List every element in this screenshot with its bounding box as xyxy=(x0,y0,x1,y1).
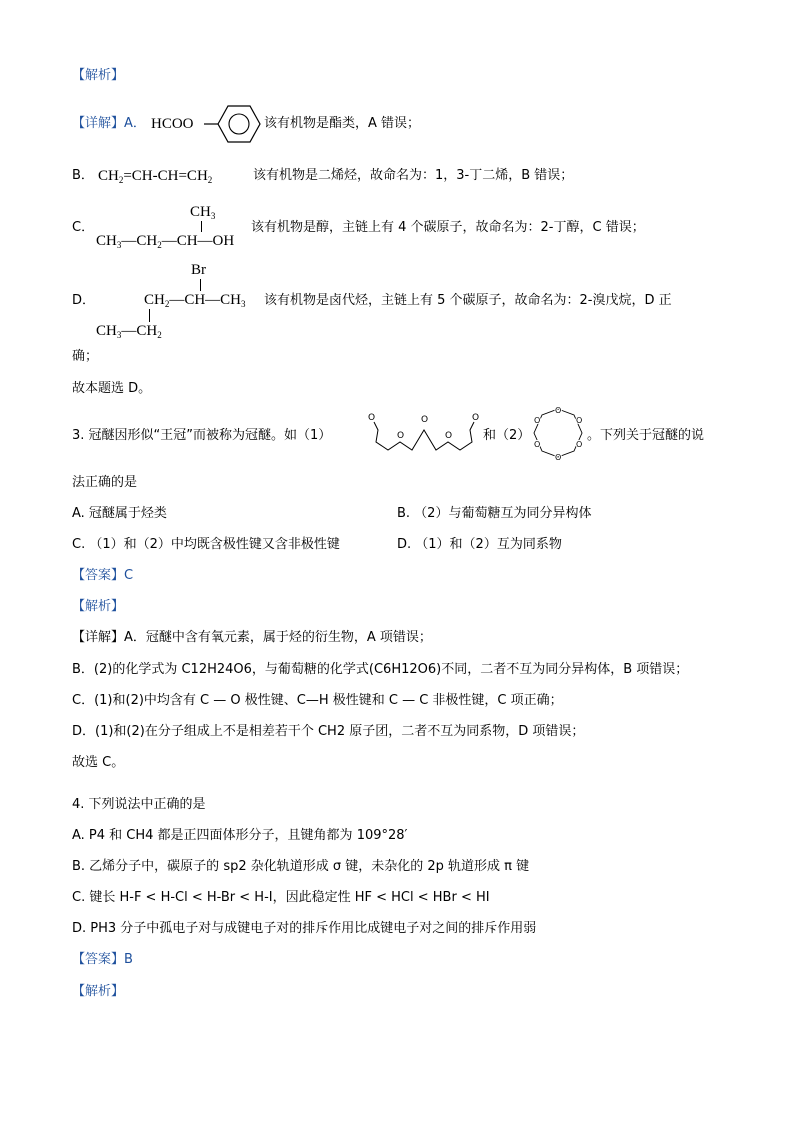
svg-text:O: O xyxy=(445,431,453,441)
option-d-text: 该有机物是卤代烃，主链上有 5 个碳原子，故命名为：2-溴戊烷，D 正 xyxy=(264,293,672,308)
detail-a-text: 该有机物是酯类，A 错误； xyxy=(264,116,421,131)
q3-detail-d: D．(1)和(2)在分子组成上不是相差若干个 CH2 原子团，二者不互为同系物，D 项错误； xyxy=(72,724,585,739)
q4-option-c: C. 键长 H-F < H-Cl < H-Br < H-I，因此稳定性 HF < HCl < HBr < HI xyxy=(72,890,490,905)
bromopentane-bottom-chain: $CH_3—CH_2$ xyxy=(96,323,162,340)
ring-oxygen-label: O xyxy=(368,413,376,423)
svg-text:O: O xyxy=(555,406,562,415)
svg-text:O: O xyxy=(576,416,583,425)
butanol-methyl: $CH_3$ xyxy=(190,204,216,221)
q3-detail-a: 【详解】A．冠醚中含有氧元素，属于烃的衍生物，A 项错误； xyxy=(72,630,432,645)
svg-text:O: O xyxy=(472,413,480,423)
option-d-text-cont: 确； xyxy=(72,349,99,364)
q3-conclusion: 故选 C。 xyxy=(72,755,125,770)
hcoo-formula: HCOO xyxy=(151,116,194,132)
q3-stem-part2: 。下列关于冠醚的说 xyxy=(587,428,705,443)
q4-analysis-heading: 【解析】 xyxy=(72,984,125,999)
q3-detail-b: B．(2)的化学式为 C12H24O6，与葡萄糖的化学式(C6H12O6)不同，二者不互为同分异构体，B 项错误； xyxy=(72,662,689,677)
svg-text:O: O xyxy=(534,440,541,449)
q4-stem: 4. 下列说法中正确的是 xyxy=(72,797,206,812)
bromopentane-branch-bond xyxy=(149,309,150,322)
option-c-text: 该有机物是醇，主链上有 4 个碳原子，故命名为：2-丁醇，C 错误； xyxy=(251,220,645,235)
bromopentane-br-bond xyxy=(200,279,201,291)
q3-option-a: A. 冠醚属于烃类 xyxy=(72,506,167,521)
analysis-heading: 【解析】 xyxy=(72,68,125,83)
q4-answer: 【答案】B xyxy=(72,952,133,967)
q3-detail-c: C．(1)和(2)中均含有 C — O 极性键、C—H 极性键和 C — C 非极性键，C 项正确； xyxy=(72,693,563,708)
crown-ether-1-structure xyxy=(364,408,484,458)
q3-option-c: C. （1）和（2）中均既含极性键又含非极性键 xyxy=(72,537,340,552)
butanol-main-chain: $CH_3—CH_2—CH—OH$ xyxy=(96,233,235,250)
q4-option-a: A. P4 和 CH4 都是正四面体形分子，且键角都为 109°28′ xyxy=(72,828,408,843)
q3-answer: 【答案】C xyxy=(72,568,134,583)
conclusion-q2: 故本题选 D。 xyxy=(72,381,152,396)
svg-text:O: O xyxy=(555,453,562,462)
q3-option-d: D. （1）和（2）互为同系物 xyxy=(397,537,562,552)
q3-analysis-heading: 【解析】 xyxy=(72,599,125,614)
q3-stem-and: 和（2） xyxy=(483,428,531,443)
option-b-text: 该有机物是二烯烃，故命名为：1，3-丁二烯，B 错误； xyxy=(253,168,574,183)
q3-option-b: B. （2）与葡萄糖互为同分异构体 xyxy=(397,506,592,521)
detail-a-line xyxy=(72,114,146,134)
benzene-ring-structure xyxy=(204,98,264,150)
svg-text:O: O xyxy=(534,416,541,425)
detail-a-label: 【详解】A． xyxy=(72,116,146,131)
option-c-prefix: C． xyxy=(72,220,95,235)
butanol-bond xyxy=(201,221,202,232)
svg-text:O: O xyxy=(576,440,583,449)
q3-stem-part1: 3. 冠醚因形似“王冠”而被称为冠醚。如（1） xyxy=(72,428,332,443)
svg-text:O: O xyxy=(397,431,405,441)
svg-text:O: O xyxy=(421,415,429,425)
q3-stem-part3: 法正确的是 xyxy=(72,475,138,490)
option-b-line xyxy=(72,166,94,186)
q4-option-d: D. PH3 分子中孤电子对与成键电子对的排斥作用比成键电子对之间的排斥作用弱 xyxy=(72,921,537,936)
bromopentane-top-chain: $CH_2—CH—CH_3$ xyxy=(144,292,246,309)
butadiene-formula: $CH_2=CH-CH=CH_2$ xyxy=(98,168,213,185)
option-d-prefix: D． xyxy=(72,293,96,308)
q4-option-b: B. 乙烯分子中，碳原子的 sp2 杂化轨道形成 σ 键，未杂化的 2p 轨道形成 π 键 xyxy=(72,859,530,874)
bromopentane-br: Br xyxy=(191,262,206,278)
crown-ether-2-structure xyxy=(528,403,588,463)
option-b-prefix: B． xyxy=(72,168,94,183)
